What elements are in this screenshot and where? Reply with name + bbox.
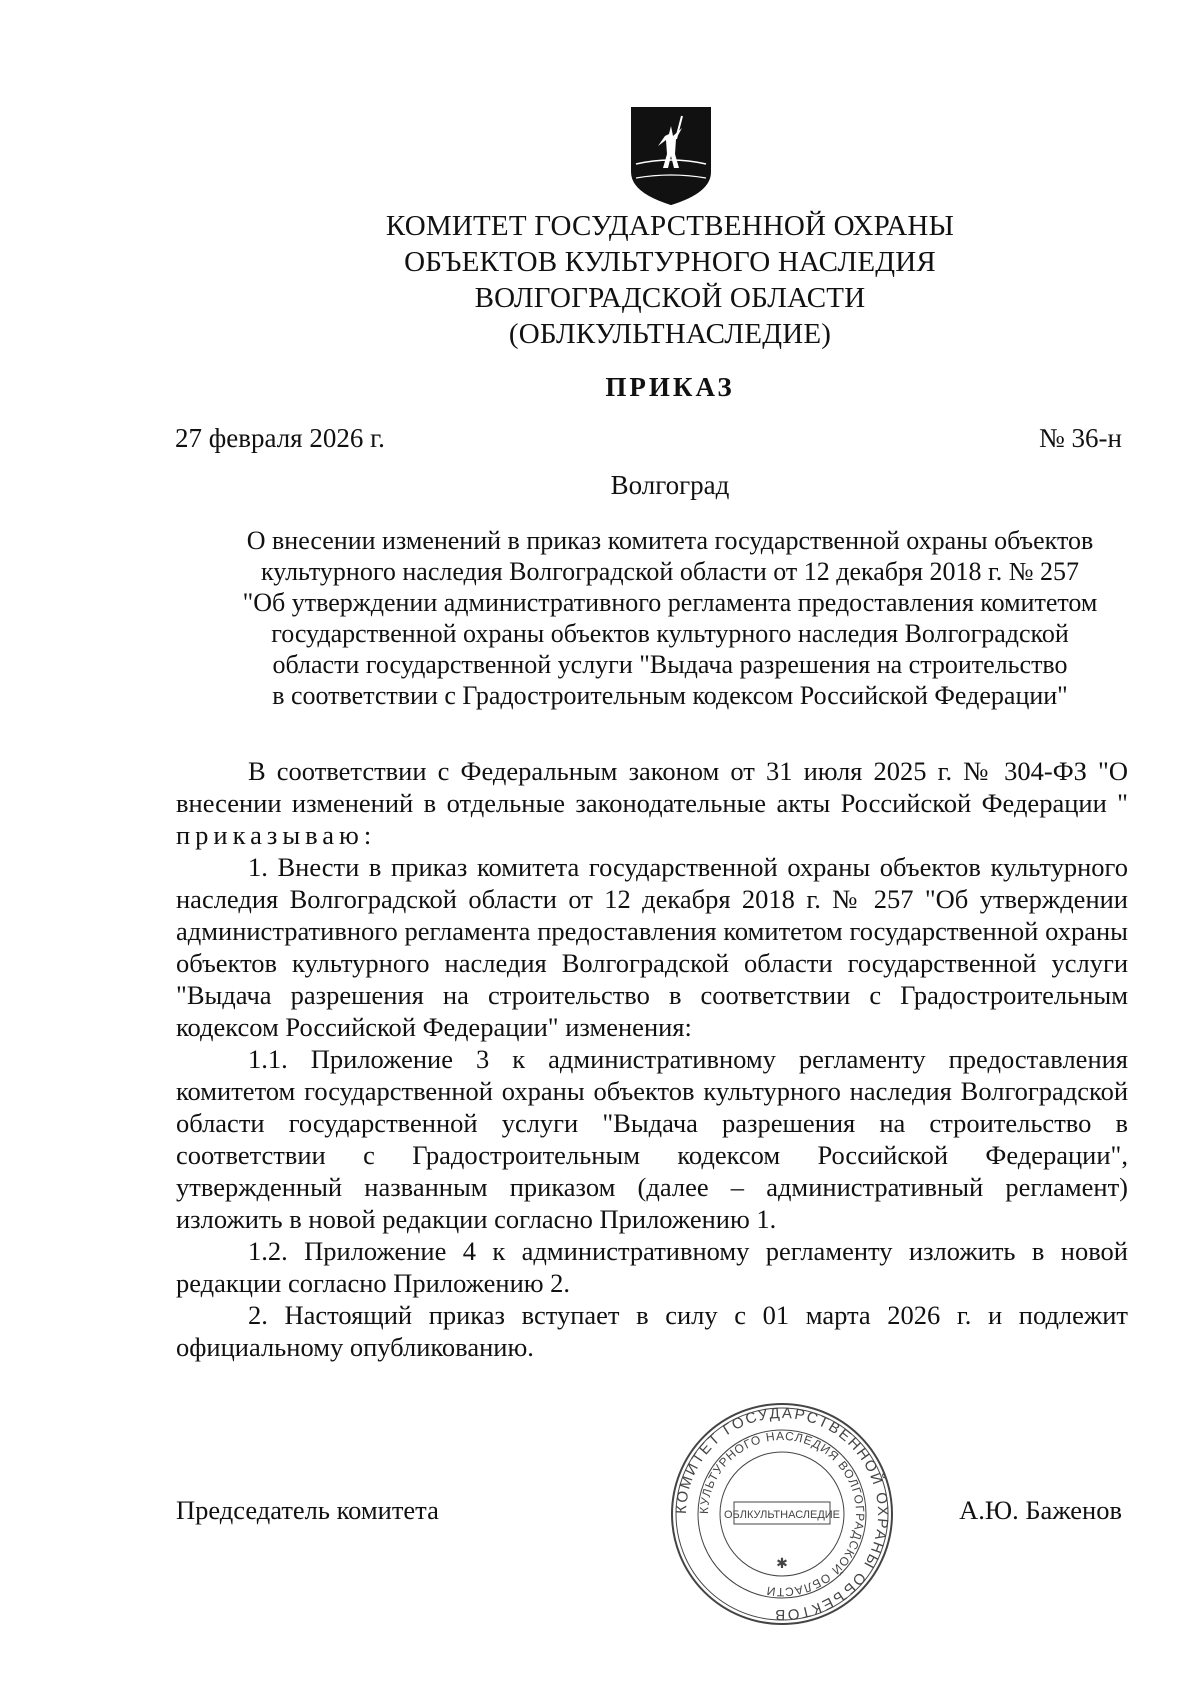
signatory-name: А.Ю. Баженов bbox=[959, 1495, 1122, 1525]
document-date: 27 февраля 2026 г. bbox=[175, 423, 385, 453]
order-word: приказываю: bbox=[176, 820, 377, 850]
official-stamp-icon bbox=[668, 1400, 896, 1628]
subject-line-4: государственной охраны объектов культурного наследия Волгоградской bbox=[271, 619, 1069, 648]
preamble-paragraph bbox=[176, 755, 1128, 851]
stamp-inner-text: КУЛЬТУРНОГО НАСЛЕДИЯ ВОЛГОГРАДСКОЙ ОБЛАСТИ bbox=[696, 1428, 868, 1600]
item-1-paragraph: 1. Внести в приказ комитета государственной охраны объектов культурного наследия Волгоградской области от 12 декабря 2018 г. № 257 "Об утверждении административного регламента предоставления комитетом государственной охраны объектов культурного наследия Волгоградской области государственной услуги "Выдача разрешения на строительство в соответствии с Градостроительным кодексом Российской Федерации" изменения: bbox=[176, 852, 1128, 1042]
document-subject bbox=[170, 525, 1170, 711]
org-title-line-4: (ОБЛКУЛЬТНАСЛЕДИЕ) bbox=[508, 318, 832, 350]
svg-text:✱: ✱ bbox=[776, 1557, 788, 1572]
subject-line-1: О внесении изменений в приказ комитета государственной охраны объектов bbox=[246, 526, 1094, 555]
item-2-paragraph: 2. Настоящий приказ вступает в силу с 01 марта 2026 г. и подлежит официальному опубликованию. bbox=[176, 1300, 1128, 1362]
stamp-center-text: ОБЛКУЛЬТНАСЛЕДИЕ bbox=[723, 1509, 841, 1521]
document-body bbox=[176, 755, 1128, 1363]
document-city: Волгоград bbox=[610, 470, 730, 500]
subject-line-6: в соответствии с Градостроительным кодексом Российской Федерации" bbox=[272, 681, 1068, 710]
subject-line-5: области государственной услуги "Выдача разрешения на строительство bbox=[272, 650, 1068, 679]
org-title-line-1: КОМИТЕТ ГОСУДАРСТВЕННОЙ ОХРАНЫ bbox=[385, 210, 955, 242]
document-number: № 36-н bbox=[1039, 423, 1122, 453]
organization-title bbox=[170, 208, 1170, 352]
volgograd-coat-of-arms-icon bbox=[630, 106, 712, 206]
preamble-text: В соответствии с Федеральным законом от 31 июля 2025 г. № 304-ФЗ "О внесении изменений в отдельные законодательные акты Российской Федерации " bbox=[176, 756, 1128, 818]
subject-line-3: "Об утверждении административного регламента предоставления комитетом bbox=[242, 588, 1098, 617]
stamp-outer-text: КОМИТЕТ ГОСУДАРСТВЕННОЙ ОХРАНЫ ОБЪЕКТОВ bbox=[672, 1404, 892, 1624]
signatory-position: Председатель комитета bbox=[176, 1495, 439, 1525]
org-title-line-2: ОБЪЕКТОВ КУЛЬТУРНОГО НАСЛЕДИЯ bbox=[404, 246, 936, 278]
item-1-2-paragraph: 1.2. Приложение 4 к административному регламенту изложить в новой редакции согласно Приложению 2. bbox=[176, 1236, 1128, 1298]
document-type-heading: ПРИКАЗ bbox=[605, 372, 735, 402]
subject-line-2: культурного наследия Волгоградской области от 12 декабря 2018 г. № 257 bbox=[260, 557, 1080, 586]
org-title-line-3: ВОЛГОГРАДСКОЙ ОБЛАСТИ bbox=[474, 282, 866, 314]
item-1-1-paragraph: 1.1. Приложение 3 к административному регламенту предоставления комитетом государственной охраны объектов культурного наследия Волгоградской области государственной услуги "Выдача разрешения на строительство в соответствии с Градостроительным кодексом Российской Федерации", утвержденный названным приказом (далее – административный регламент) изложить в новой редакции согласно Приложению 1. bbox=[176, 1044, 1128, 1234]
